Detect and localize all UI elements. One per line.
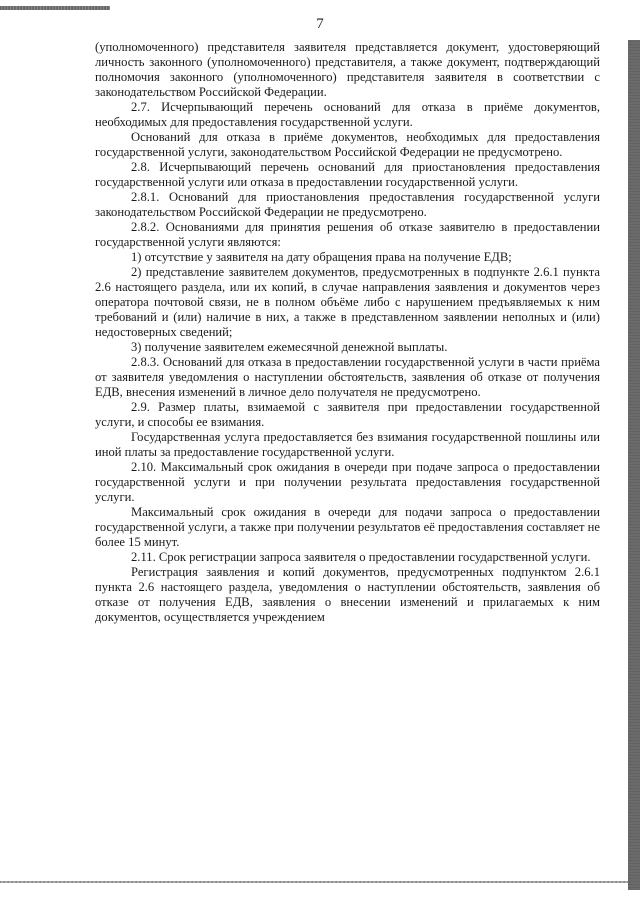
scan-edge-top — [0, 6, 110, 10]
document-body — [95, 40, 600, 625]
paragraph-continuation: (уполномоченного) представителя заявителя представляется документ, удостоверяющий личность законного (уполномоченного) представителя, а также документ, подтверждающий полномочия законного (уполномоченного) представителя заявителя в соответствии с законодательством Российской Федерации. — [95, 40, 600, 99]
list-item-2: 2) представление заявителем документов, предусмотренных в подпункте 2.6.1 пункта 2.6 настоящего раздела, или их копий, в случае направления заявления и документов через оператора почтовой связи, не в полном объёме либо с нарушением предъявляемых к ним требований и (или) наличие в них, а также в представленном заявлении неполных и (или) недостоверных сведений; — [95, 265, 600, 339]
paragraph-2-8-3: 2.8.3. Оснований для отказа в предоставлении государственной услуги в части приёма от заявителя уведомления о наступлении обстоятельств, заявления об отказе от получения ЕДВ, внесения изменений в личное дело получателя не предусмотрено. — [95, 355, 600, 399]
paragraph-2-8-1: 2.8.1. Оснований для приостановления предоставления государственной услуги законодательством Российской Федерации не предусмотрено. — [95, 190, 600, 219]
paragraph-2-8-2: 2.8.2. Основаниями для принятия решения об отказе заявителю в предоставлении государственной услуги являются: — [95, 220, 600, 249]
paragraph-2-9-body: Государственная услуга предоставляется без взимания государственной пошлины или иной платы за предоставление государственной услуги. — [95, 430, 600, 459]
paragraph-2-11-heading: 2.11. Срок регистрации запроса заявителя о предоставлении государственной услуги. — [131, 550, 591, 564]
paragraph-2-11-body: Регистрация заявления и копий документов, предусмотренных подпунктом 2.6.1 пункта 2.6 настоящего раздела, уведомления о наступлении обстоятельств, заявления об отказе от получения ЕДВ, заявления о внесении изменений и прилагаемых к ним документов, осуществляется учреждением — [95, 565, 600, 624]
paragraph-2-10-body: Максимальный срок ожидания в очереди для подачи запроса о предоставлении государственной услуги, а также при получении результатов её предоставления составляет не более 15 минут. — [95, 505, 600, 549]
scan-edge-bottom — [0, 881, 628, 883]
paragraph-2-10-heading: 2.10. Максимальный срок ожидания в очереди при подаче запроса о предоставлении государственной услуги и при получении результата предоставления государственной услуги. — [95, 460, 600, 504]
list-item-3: 3) получение заявителем ежемесячной денежной выплаты. — [131, 340, 448, 354]
page-number: 7 — [316, 16, 324, 32]
paragraph-2-8-heading: 2.8. Исчерпывающий перечень оснований для приостановления предоставления государственной услуги или отказа в предоставлении государственной услуги. — [95, 160, 600, 189]
paragraph-2-7-body: Оснований для отказа в приёме документов, необходимых для предоставления государственной услуги, законодательством Российской Федерации не предусмотрено. — [95, 130, 600, 159]
paragraph-2-9-heading: 2.9. Размер платы, взимаемой с заявителя при предоставлении государственной услуги, и способы ее взимания. — [95, 400, 600, 429]
list-item-1: 1) отсутствие у заявителя на дату обращения права на получение ЕДВ; — [131, 250, 512, 264]
paragraph-2-7-heading: 2.7. Исчерпывающий перечень оснований для отказа в приёме документов, необходимых для предоставления государственной услуги. — [95, 100, 600, 129]
scan-edge-right — [628, 40, 640, 890]
